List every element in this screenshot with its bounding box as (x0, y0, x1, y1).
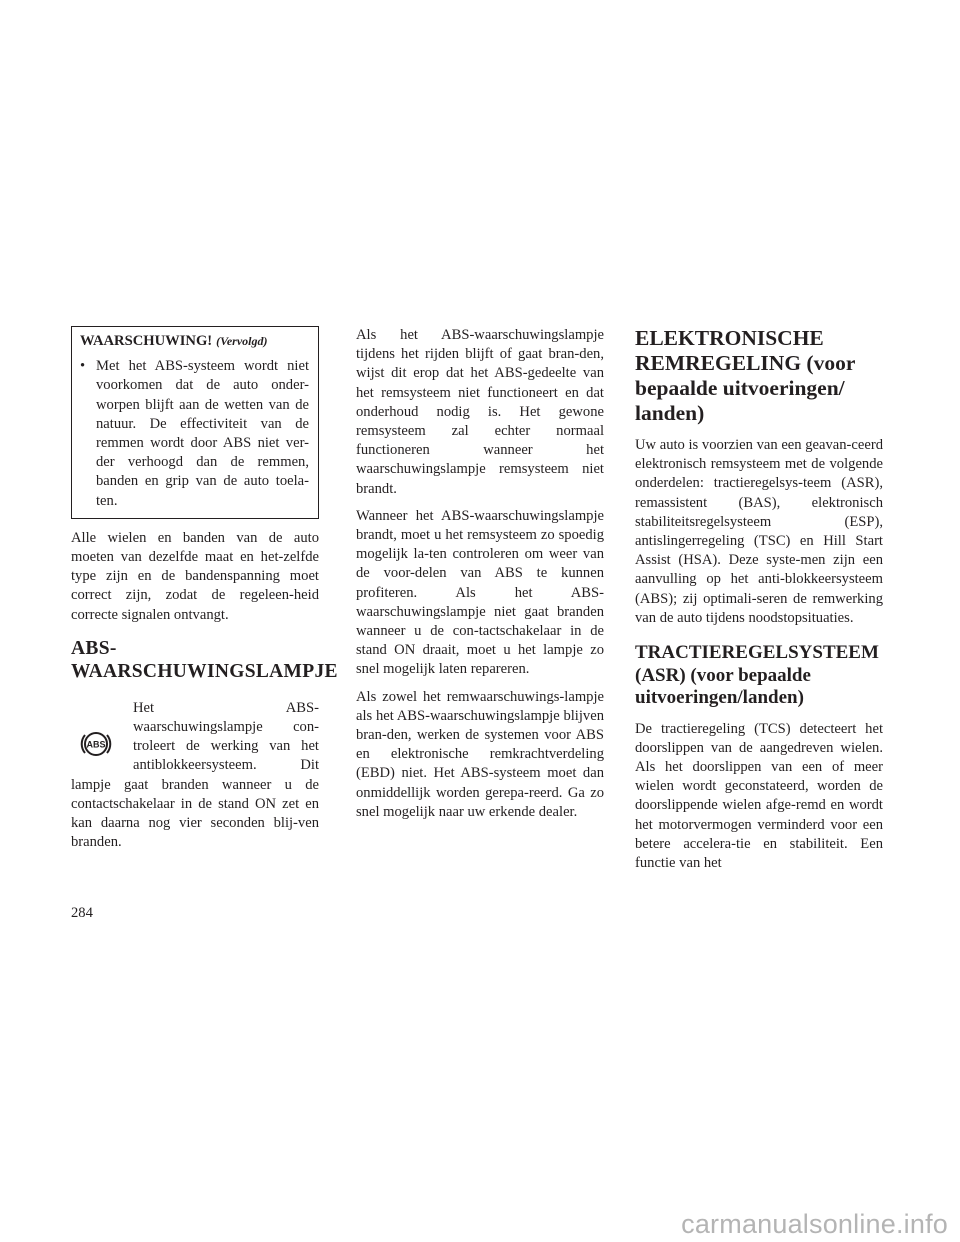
abs-icon-label: ABS (86, 739, 106, 750)
heading-abs-line1: ABS- (71, 637, 117, 659)
abs-paragraph-indented: Het ABS-waarschuwingslampje con-troleert de werking van het antiblokkeersysteem. Dit (133, 699, 319, 774)
paragraph-traction-control: De tractieregeling (TCS) detecteert het doorslippen van de aangedreven wielen. Als het doorslippen van een of meer wielen wordt geconstateerd, worden de doorslippende wielen afge-remd en wordt het motorvermogen verminderd voor een betere accelera-tie en stabiliteit. Een functie van het (635, 720, 883, 871)
warning-box (71, 326, 319, 519)
heading-abs-warning-lamp (71, 637, 338, 683)
warning-title: WAARSCHUWING! (80, 333, 213, 349)
abs-warning-lamp-icon (79, 727, 113, 761)
paragraph-abs-while-driving: Als het ABS-waarschuwingslampje tijdens het rijden blijft of gaat bran-den, wijst dit erop dat het ABS-gedeelte van het remsysteem niet functioneert en dat onderhoud nodig is. Het gewone remsysteem zal echter normaal functioneren wanneer het waarschuwingslampje remsysteem niet brandt. (356, 327, 604, 497)
paragraph-both-lamps: Als zowel het remwaarschuwings-lampje als het ABS-waarschuwingslampje blijven bran-den, werken de systemen voor ABS en elektronische remkrachtverdeling (EBD) niet. Het ABS-systeem moet dan onmiddellijk worden gerepa-reerd. Ga zo snel mogelijk naar uw erkende dealer. (356, 688, 604, 820)
bullet-icon: • (80, 358, 86, 375)
abs-lamp-block (71, 699, 319, 853)
paragraph-electronic-brake-control: Uw auto is voorzien van een geavan-ceerd elektronisch remsysteem met de volgende onderdelen: tractieregelsys-teem (ASR), remassistent (BAS), elektronisch stabiliteitsregelsysteem (ESP), antislingerregeling (TSC) en Hill Start Assist (HSA). Deze syste-men zijn een aanvulling op het anti-blokkeersysteem (ABS); zij optimali-seren de remwerking van de auto tijdens noodstopsituaties. (635, 437, 883, 626)
warning-list (80, 357, 309, 511)
paragraph-tires: Alle wielen en banden van de auto moeten van dezelfde maat en het-zelfde type zijn en de bandenspanning moet correct zijn, zodat de regeleen-heid correcte signalen ontvangt. (71, 529, 319, 623)
warning-bullet-item (80, 357, 309, 511)
warning-header (80, 332, 309, 351)
warning-bullet-text: Met het ABS-systeem wordt niet voorkomen dat de auto onder-worpen blijft aan de wetten van de natuur. De effectiviteit van de remmen wordt door ABS niet ver-der verhoogd dan de remmen, banden en grip van de auto toela-ten. (96, 358, 309, 509)
column-middle (356, 326, 604, 830)
abs-paragraph-rest: lampje gaat branden wanneer u de contactschakelaar in de stand ON zet en kan daarna nog vier seconden blij-ven branden. (71, 776, 319, 851)
column-right (635, 326, 883, 881)
heading-traction-control: TRACTIEREGELSYSTEEM (ASR) (voor bepaalde uitvoeringen/landen) (635, 642, 879, 709)
paragraph-abs-lamp-on: Wanneer het ABS-waarschuwingslampje brandt, moet u het remsysteem zo spoedig mogelijk la-ten controleren om weer van de voor-delen van ABS te kunnen profiteren. Als het ABS-waarschuwingslampje niet gaat branden wanneer u de con-tactschakelaar in de stand ON draait, moet u het lampje zo snel mogelijk laten repareren. (356, 507, 604, 678)
heading-abs-line2: WAARSCHUWINGSLAMPJE (71, 660, 338, 682)
warning-continued-label: (Vervolgd) (216, 334, 268, 348)
column-left (71, 326, 338, 860)
heading-electronic-brake-control: ELEKTRONISCHE REMREGELING (voor bepaalde uitvoeringen/ landen) (635, 326, 855, 425)
watermark-logo: carmanualsonline.info (681, 1209, 948, 1239)
page-number: 284 (71, 905, 93, 921)
